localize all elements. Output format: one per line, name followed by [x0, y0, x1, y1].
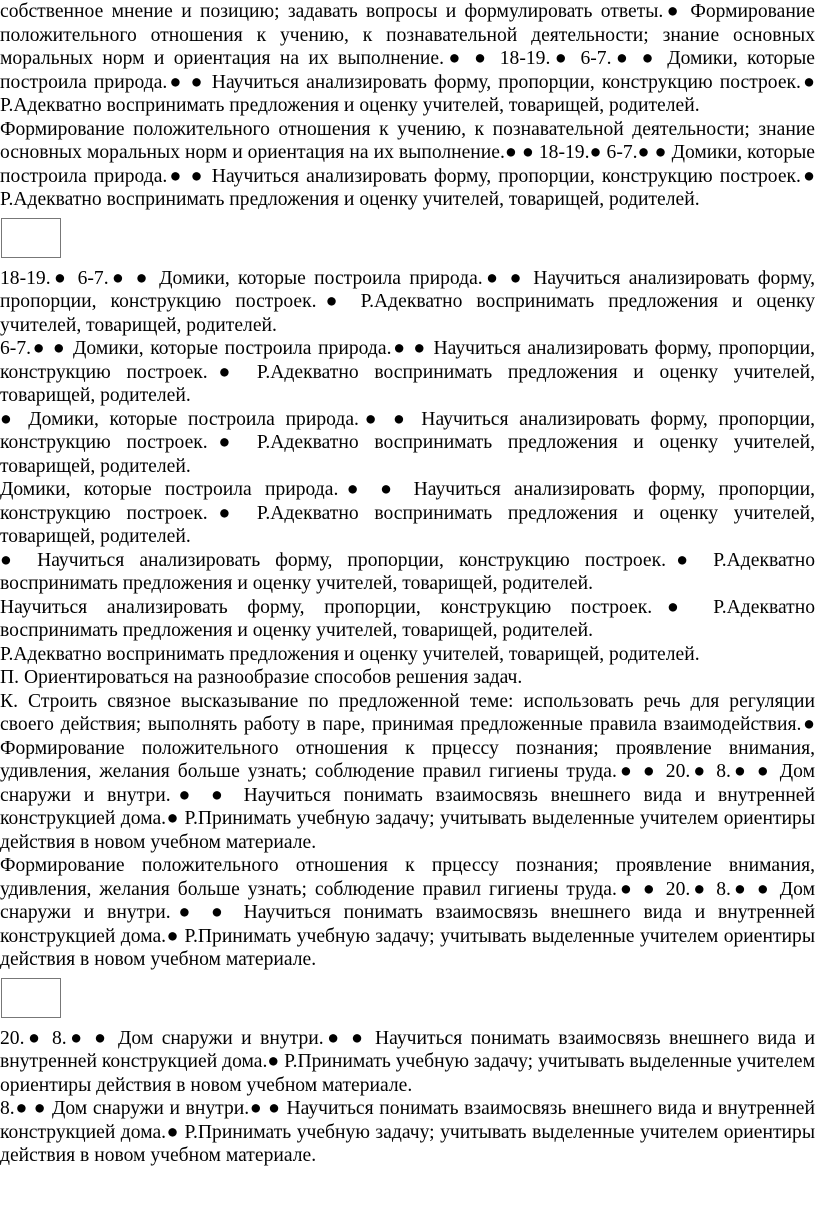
paragraph-1: собственное мнение и позицию; задавать вопросы и формулировать ответы.● Формирование положительного отношения к учению, к познавательной деятельности; знание основных моральных норм и ориентация на их выполнение.● ● 18-19.● 6-7.● ● Домики, которые построила природа.● ● Научиться анализировать форму, пропорции, конструкцию построек.● Р.Адекватно воспринимать предложения и оценку учителей, товарищей, родителей. [0, 1, 815, 116]
paragraph-3: 18-19.● 6-7.● ● Домики, которые построила природа.● ● Научиться анализировать форму, пропорции, конструкцию построек.● Р.Адекватно воспринимать предложения и оценку учителей, товарищей, родителей. [0, 267, 815, 336]
paragraph-4: 6-7.● ● Домики, которые построила природа.● ● Научиться анализировать форму, пропорции, конструкцию построек.● Р.Адекватно воспринимать предложения и оценку учителей, товарищей, родителей. [0, 338, 815, 406]
paragraph-2: Формирование положительного отношения к учению, к познавательной деятельности; знание основных моральных норм и ориентация на их выполнение.● ● 18-19.● 6-7.● ● Домики, которые построила природа.● ● Научиться анализировать форму, пропорции, конструкцию построек.● Р.Адекватно воспринимать предложения и оценку учителей, товарищей, родителей. [0, 118, 815, 210]
empty-box [1, 218, 61, 258]
paragraph-14: 8.● ● Дом снаружи и внутри.● ● Научиться понимать взаимосвязь внешнего вида и внутренней конструкцией дома.● Р.Принимать учебную задачу; учитывать выделенные учителем ориентиры действия в новом учебном материале. [0, 1098, 815, 1166]
paragraph-11: К. Строить связное высказывание по предложенной теме: использовать речь для регуляции своего действия; выполнять работу в паре, принимая предложенные правила взаимодействия.● Формирование положительного отношения к прцессу познания; проявление внимания, удивления, желания больше узнать; соблюдение правил гигиены труда.● ● 20.● 8.● ● Дом снаружи и внутри.● ● Научиться понимать взаимосвязь внешнего вида и внутренней конструкцией дома.● Р.Принимать учебную задачу; учитывать выделенные учителем ориентиры действия в новом учебном материале. [0, 690, 815, 853]
paragraph-8: Научиться анализировать форму, пропорции, конструкцию построек.● Р.Адекватно воспринимать предложения и оценку учителей, товарищей, родителей. [0, 596, 815, 641]
paragraph-13: 20.● 8.● ● Дом снаружи и внутри.● ● Научиться понимать взаимосвязь внешнего вида и внутренней конструкцией дома.● Р.Принимать учебную задачу; учитывать выделенные учителем ориентиры действия в новом учебном материале. [0, 1027, 815, 1096]
paragraph-12: Формирование положительного отношения к прцессу познания; проявление внимания, удивления, желания больше узнать; соблюдение правил гигиены труда.● ● 20.● 8.● ● Дом снаружи и внутри.● ● Научиться понимать взаимосвязь внешнего вида и внутренней конструкцией дома.● Р.Принимать учебную задачу; учитывать выделенные учителем ориентиры действия в новом учебном материале. [0, 855, 815, 970]
paragraph-10: П. Ориентироваться на разнообразие способов решения задач. [0, 667, 523, 688]
empty-box [1, 978, 61, 1018]
paragraph-5: ● Домики, которые построила природа.● ● Научиться анализировать форму, пропорции, конструкцию построек.● Р.Адекватно воспринимать предложения и оценку учителей, товарищей, родителей. [0, 408, 815, 477]
paragraph-9: Р.Адекватно воспринимать предложения и оценку учителей, товарищей, родителей. [0, 643, 700, 665]
paragraph-7: ● Научиться анализировать форму, пропорции, конструкцию построек.● Р.Адекватно воспринимать предложения и оценку учителей, товарищей, родителей. [0, 549, 815, 594]
paragraph-6: Домики, которые построила природа.● ● Научиться анализировать форму, пропорции, конструкцию построек.● Р.Адекватно воспринимать предложения и оценку учителей, товарищей, родителей. [0, 479, 815, 547]
